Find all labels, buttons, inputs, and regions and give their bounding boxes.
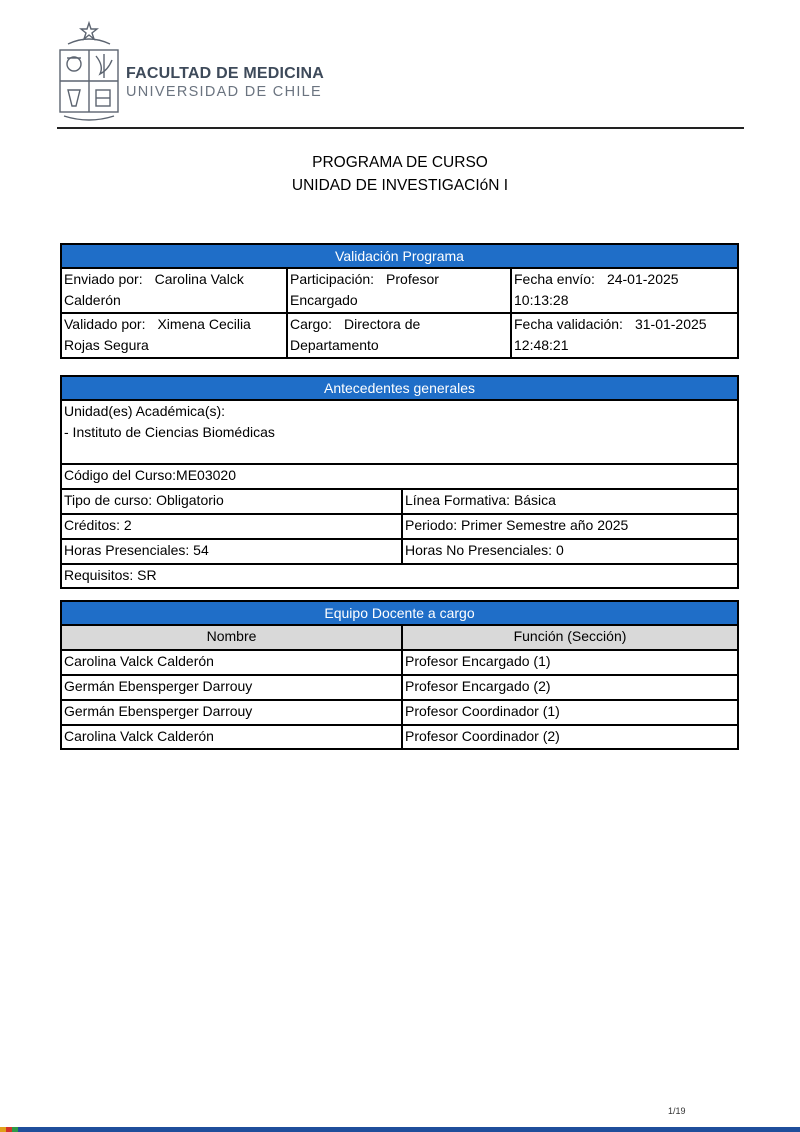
- teaching-team-heading: Equipo Docente a cargo: [62, 602, 737, 626]
- validated-by-value: Ximena Cecilia Rojas Segura: [64, 316, 251, 353]
- participation-value: Profesor Encargado: [290, 271, 439, 308]
- sent-date-cell: [510, 269, 737, 312]
- academic-units-cell: [62, 401, 737, 463]
- table-row: [62, 540, 737, 565]
- table-row: [62, 515, 737, 540]
- table-header-row: [62, 626, 737, 651]
- academic-units-value: - Instituto de Ciencias Biomédicas: [64, 423, 275, 440]
- general-info-table: [60, 375, 739, 589]
- logo-title: FACULTAD DE MEDICINA: [126, 65, 325, 82]
- in-person-hours: Horas Presenciales: 54: [64, 542, 209, 558]
- table-row: [62, 701, 737, 726]
- sent-by-label: Enviado por:: [64, 271, 143, 287]
- table-row: [62, 314, 737, 357]
- table-row: [62, 676, 737, 701]
- course-code: Código del Curso:ME03020: [64, 467, 236, 483]
- teacher-name: Germán Ebensperger Darrouy: [64, 678, 253, 694]
- table-row: [62, 269, 737, 314]
- table-row: [62, 565, 737, 587]
- table-row: [62, 465, 737, 490]
- sent-by-cell: [62, 269, 286, 312]
- teacher-function: Profesor Encargado (2): [401, 676, 737, 699]
- participation-cell: [286, 269, 510, 312]
- university-seal-icon: [56, 20, 122, 124]
- column-header-name: Nombre: [62, 626, 401, 649]
- course-title: UNIDAD DE INVESTIGACIóN I: [291, 177, 509, 194]
- logo-subtitle: UNIVERSIDAD DE CHILE: [126, 84, 323, 100]
- validation-date-value: 31-01-2025 12:48:21: [514, 316, 707, 353]
- faculty-logo: [56, 20, 325, 124]
- position-cell: [286, 314, 510, 357]
- table-row: [62, 401, 737, 465]
- sent-date-label: Fecha envío:: [514, 271, 595, 287]
- participation-label: Participación:: [290, 271, 375, 287]
- teacher-name: Carolina Valck Calderón: [64, 728, 214, 744]
- credits: Créditos: 2: [64, 517, 132, 533]
- requirements: Requisitos: SR: [64, 567, 157, 583]
- page-number: 1/19: [668, 1106, 686, 1116]
- course-type: Tipo de curso: Obligatorio: [64, 492, 224, 508]
- teacher-function: Profesor Encargado (1): [401, 651, 737, 674]
- table-row: [62, 651, 737, 676]
- footer-color-bar: [0, 1127, 800, 1132]
- sent-date-value: 24-01-2025 10:13:28: [514, 271, 679, 308]
- table-row: [62, 726, 737, 748]
- teacher-function: Profesor Coordinador (1): [401, 701, 737, 724]
- table-row: [62, 490, 737, 515]
- training-line: Línea Formativa: Básica: [401, 490, 737, 513]
- validation-date-cell: [510, 314, 737, 357]
- position-value: Directora de Departamento: [290, 316, 421, 353]
- validation-date-label: Fecha validación:: [514, 316, 623, 332]
- period: Periodo: Primer Semestre año 2025: [401, 515, 737, 538]
- teaching-team-table: [60, 600, 739, 750]
- sent-by-value: Carolina Valck Calderón: [64, 271, 244, 308]
- teacher-name: Germán Ebensperger Darrouy: [64, 703, 253, 719]
- academic-units-label: Unidad(es) Académica(s):: [64, 403, 226, 419]
- validated-by-cell: [62, 314, 286, 357]
- general-info-heading: Antecedentes generales: [62, 377, 737, 401]
- document-title: PROGRAMA DE CURSO: [312, 154, 488, 171]
- validated-by-label: Validado por:: [64, 316, 146, 332]
- validation-heading: Validación Programa: [62, 245, 737, 269]
- validation-table: [60, 243, 739, 359]
- header-divider: [57, 127, 744, 129]
- position-label: Cargo:: [290, 316, 333, 332]
- column-header-function: Función (Sección): [401, 626, 737, 649]
- remote-hours: Horas No Presenciales: 0: [401, 540, 737, 563]
- teacher-name: Carolina Valck Calderón: [64, 653, 214, 669]
- teacher-function: Profesor Coordinador (2): [401, 726, 737, 748]
